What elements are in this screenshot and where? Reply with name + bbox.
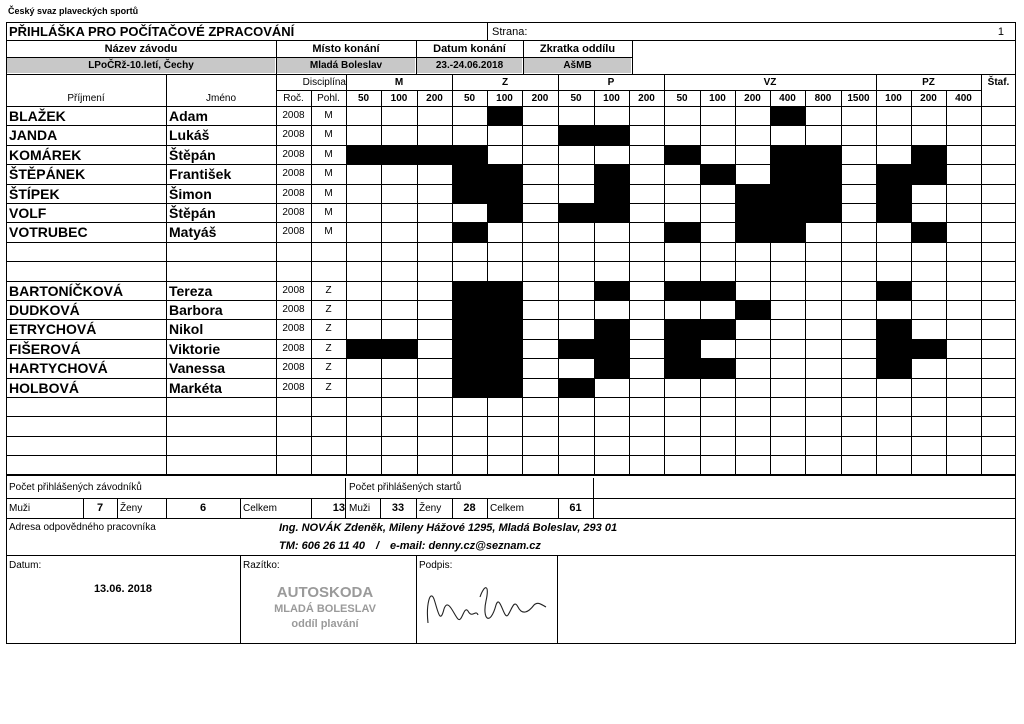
entry-mark xyxy=(594,339,629,359)
entry-mark xyxy=(417,145,452,165)
contact-phone: TM: 606 26 11 40 xyxy=(279,540,366,552)
entry-mark xyxy=(876,203,911,223)
entry-mark xyxy=(805,203,841,223)
discipline-header: Disciplína xyxy=(302,77,346,88)
stamp-label: Razítko: xyxy=(243,560,280,571)
entry-mark xyxy=(558,125,594,145)
swimmers-women-value: 6 xyxy=(199,502,207,514)
swimmer-firstname: Štěpán xyxy=(169,205,216,221)
distance-label: 50 xyxy=(676,93,688,104)
rule-v xyxy=(117,498,118,518)
distance-label: 100 xyxy=(885,93,902,104)
rule-h xyxy=(6,145,1016,146)
swimmer-sex: M xyxy=(324,149,333,160)
rule-v xyxy=(452,75,453,474)
swimmer-firstname: Šimon xyxy=(169,186,212,202)
swimmer-year: 2008 xyxy=(282,149,305,160)
entry-mark xyxy=(735,203,770,223)
swimmer-year: 2008 xyxy=(282,207,305,218)
total-label: Celkem xyxy=(243,503,277,514)
swimmer-firstname: Tereza xyxy=(169,283,213,299)
rule-h xyxy=(6,74,1016,75)
date-label: Datum konání xyxy=(433,43,506,55)
distance-label: 200 xyxy=(426,93,443,104)
rule-h xyxy=(6,125,1016,126)
swimmer-firstname: Viktorie xyxy=(169,341,221,357)
entry-mark xyxy=(487,319,522,339)
entry-mark xyxy=(664,145,700,165)
distance-label: 200 xyxy=(920,93,937,104)
entry-mark xyxy=(911,145,946,165)
swimmer-firstname: Štěpán xyxy=(169,147,216,163)
entry-mark xyxy=(594,164,629,184)
entry-mark xyxy=(876,319,911,339)
starts-count-label: Počet přihlášených startů xyxy=(349,482,462,493)
event-name-value: LPoČRž-10.letí, Čechy xyxy=(88,60,194,71)
distance-label: 800 xyxy=(814,93,832,104)
entry-mark xyxy=(487,281,522,301)
entry-mark xyxy=(664,281,700,301)
sex-header: Pohl. xyxy=(317,93,340,104)
venue-value: Mladá Boleslav xyxy=(309,60,383,71)
rule-v xyxy=(487,22,488,40)
rule-h xyxy=(6,475,1016,476)
entry-mark xyxy=(452,378,487,398)
entry-mark xyxy=(452,222,487,242)
swimmer-firstname: Nikol xyxy=(169,321,204,337)
entry-mark xyxy=(487,339,522,359)
swimmer-firstname: Vanessa xyxy=(169,360,226,376)
swimmer-surname: FIŠEROVÁ xyxy=(9,341,81,357)
entry-mark xyxy=(487,300,522,320)
date-value: 23.-24.06.2018 xyxy=(435,60,504,71)
date-label: Datum: xyxy=(9,560,42,571)
entry-mark xyxy=(452,145,487,165)
rule-v xyxy=(593,478,594,518)
stamp-line-2: MLADÁ BOLESLAV xyxy=(274,603,376,615)
distance-label: 400 xyxy=(955,93,972,104)
entry-mark xyxy=(876,339,911,359)
stamp-line-3: oddíl plavání xyxy=(291,618,359,630)
signature-label: Podpis: xyxy=(419,560,453,571)
entry-mark xyxy=(664,358,700,378)
starts-men-value: 33 xyxy=(391,502,405,514)
rule-h xyxy=(6,397,1016,398)
entry-mark xyxy=(735,300,770,320)
swimmer-firstname: Barbora xyxy=(169,302,223,318)
swimmers-men-value: 7 xyxy=(96,502,104,514)
rule-v xyxy=(632,40,633,74)
entry-mark xyxy=(805,184,841,204)
rule-v xyxy=(345,478,346,518)
swimmer-surname: KOMÁREK xyxy=(9,147,82,163)
entry-mark xyxy=(700,358,735,378)
firstname-header: Jméno xyxy=(205,93,236,104)
swimmer-surname: ŠTÍPEK xyxy=(9,186,60,202)
rule-h xyxy=(6,455,1016,456)
club-value: AšMB xyxy=(563,60,592,71)
distance-label: 200 xyxy=(744,93,761,104)
rule-v xyxy=(487,498,488,518)
entry-mark xyxy=(594,319,629,339)
form-title: PŘIHLÁŠKA PRO POČÍTAČOVÉ ZPRACOVÁNÍ xyxy=(9,24,295,39)
swimmer-surname: ETRYCHOVÁ xyxy=(9,321,97,337)
rule-v xyxy=(346,75,347,474)
rule-h xyxy=(6,222,1016,223)
distance-label: 50 xyxy=(357,93,370,104)
contact-address: Ing. NOVÁK Zdeněk, Mileny Hážové 1295, Mladá Boleslav, 293 01 xyxy=(279,522,618,534)
entry-mark xyxy=(594,125,629,145)
entry-mark xyxy=(452,300,487,320)
entry-mark xyxy=(664,319,700,339)
swimmer-sex: M xyxy=(324,129,333,140)
entry-mark xyxy=(770,203,805,223)
entry-mark xyxy=(452,319,487,339)
discipline-m: M xyxy=(394,77,404,88)
distance-label: 100 xyxy=(390,93,408,104)
men-label: Muži xyxy=(9,503,31,514)
entry-mark xyxy=(487,203,522,223)
entry-mark xyxy=(381,145,417,165)
rule-h xyxy=(6,498,1016,499)
rule-h xyxy=(6,518,1016,519)
entry-mark xyxy=(876,358,911,378)
rule-v xyxy=(876,75,877,474)
distance-label: 50 xyxy=(463,93,476,104)
swimmer-sex: M xyxy=(324,168,333,179)
distance-label: 400 xyxy=(779,93,796,104)
entry-mark xyxy=(911,222,946,242)
distance-label: 100 xyxy=(496,93,513,104)
rule-h xyxy=(6,555,1016,556)
entry-mark xyxy=(876,281,911,301)
rule-h xyxy=(6,261,1016,262)
swimmer-firstname: Matyáš xyxy=(169,224,217,240)
distance-label: 200 xyxy=(531,93,549,104)
entry-mark xyxy=(770,164,805,184)
swimmer-surname: HARTYCHOVÁ xyxy=(9,360,108,376)
entry-mark xyxy=(594,184,629,204)
year-header: Roč. xyxy=(283,93,304,104)
rule-v xyxy=(981,75,982,474)
entry-mark xyxy=(911,339,946,359)
rule-h xyxy=(6,436,1016,437)
entry-mark xyxy=(735,222,770,242)
swimmer-year: 2008 xyxy=(282,188,305,199)
entry-mark xyxy=(558,203,594,223)
contact-separator: / xyxy=(376,540,380,552)
contact-label: Adresa odpovědného pracovníka xyxy=(9,522,156,533)
date-value: 13.06. 2018 xyxy=(93,583,153,595)
entry-mark xyxy=(700,164,735,184)
swimmer-firstname: Adam xyxy=(169,108,208,124)
entry-mark xyxy=(594,358,629,378)
entry-mark xyxy=(770,184,805,204)
entry-mark xyxy=(700,281,735,301)
swimmer-surname: BARTONÍČKOVÁ xyxy=(9,283,124,299)
swimmer-firstname: František xyxy=(169,166,232,182)
entry-mark xyxy=(911,164,946,184)
entry-mark xyxy=(770,106,805,126)
entry-mark xyxy=(452,281,487,301)
contact-email: e-mail: denny.cz@seznam.cz xyxy=(390,540,541,552)
entry-mark xyxy=(700,319,735,339)
entry-mark xyxy=(487,106,522,126)
swimmer-sex: Z xyxy=(325,304,332,315)
swimmer-year: 2008 xyxy=(282,285,305,296)
entry-mark xyxy=(805,164,841,184)
venue-label: Místo konání xyxy=(312,43,380,55)
rule-v xyxy=(240,498,241,518)
entry-mark xyxy=(381,339,417,359)
men-label: Muži xyxy=(349,503,371,514)
swimmer-year: 2008 xyxy=(282,323,305,334)
entry-mark xyxy=(594,281,629,301)
distance-label: 1500 xyxy=(847,93,870,104)
swimmer-year: 2008 xyxy=(282,362,305,373)
signature-image xyxy=(420,575,550,640)
rule-v xyxy=(166,75,167,474)
entry-mark xyxy=(735,184,770,204)
swimmer-surname: HOLBOVÁ xyxy=(9,380,79,396)
women-label: Ženy xyxy=(419,503,442,514)
starts-total-value: 61 xyxy=(569,502,582,514)
entry-mark xyxy=(558,378,594,398)
entry-mark xyxy=(487,184,522,204)
surname-header: Příjmení xyxy=(67,93,105,104)
rule-h xyxy=(6,242,1016,243)
discipline-p: P xyxy=(607,77,615,88)
swimmer-year: 2008 xyxy=(282,304,305,315)
entry-mark xyxy=(664,339,700,359)
swimmer-year: 2008 xyxy=(282,129,305,140)
event-name-label: Název závodu xyxy=(104,43,178,55)
swimmer-surname: ŠTĚPÁNEK xyxy=(9,166,86,182)
entry-mark xyxy=(487,358,522,378)
distance-label: 200 xyxy=(638,93,655,104)
swimmer-surname: DUDKOVÁ xyxy=(9,302,80,318)
swimmer-surname: VOTRUBEC xyxy=(9,224,88,240)
swimmers-count-label: Počet přihlášených závodníků xyxy=(9,482,142,493)
swimmer-year: 2008 xyxy=(282,110,305,121)
entry-mark xyxy=(876,164,911,184)
swimmer-sex: M xyxy=(324,226,333,237)
rule-v xyxy=(557,555,558,644)
relay-header: Štaf. xyxy=(987,77,1010,88)
club-label: Zkratka oddílu xyxy=(539,43,616,55)
entry-mark xyxy=(346,339,381,359)
rule-h xyxy=(6,40,1016,41)
rule-v xyxy=(664,75,665,474)
entry-mark xyxy=(346,145,381,165)
swimmer-sex: M xyxy=(324,110,333,121)
entry-mark xyxy=(487,378,522,398)
stamp-line-1: AUTOSKODA xyxy=(276,584,374,601)
swimmer-sex: M xyxy=(324,188,333,199)
swimmer-sex: Z xyxy=(325,285,332,296)
page-label: Strana: xyxy=(492,26,528,38)
swimmer-year: 2008 xyxy=(282,226,305,237)
distance-label: 50 xyxy=(570,93,582,104)
swimmer-year: 2008 xyxy=(282,343,305,354)
rule-v xyxy=(416,555,417,644)
discipline-pz: PZ xyxy=(922,77,935,88)
entry-mark xyxy=(558,339,594,359)
swimmer-sex: Z xyxy=(325,343,332,354)
rule-v xyxy=(416,498,417,518)
entry-mark xyxy=(664,222,700,242)
entry-mark xyxy=(452,358,487,378)
swimmer-surname: BLAŽEK xyxy=(9,108,66,124)
distance-label: 100 xyxy=(603,93,620,104)
swimmer-sex: Z xyxy=(325,362,332,373)
entry-mark xyxy=(487,164,522,184)
rule-h xyxy=(6,474,1016,475)
entry-mark xyxy=(452,164,487,184)
entry-mark xyxy=(805,145,841,165)
entry-mark xyxy=(594,203,629,223)
entry-mark xyxy=(770,222,805,242)
entry-mark xyxy=(876,184,911,204)
swimmer-year: 2008 xyxy=(282,168,305,179)
total-label: Celkem xyxy=(490,503,524,514)
discipline-z: Z xyxy=(501,77,509,88)
swimmer-firstname: Markéta xyxy=(169,380,222,396)
organization-name: Český svaz plaveckých sportů xyxy=(8,6,139,16)
starts-women-value: 28 xyxy=(463,502,476,514)
swimmer-sex: M xyxy=(324,207,333,218)
swimmer-surname: JANDA xyxy=(9,127,58,143)
page-number: 1 xyxy=(997,26,1004,38)
swimmer-firstname: Lukáš xyxy=(169,127,210,143)
entry-mark xyxy=(452,339,487,359)
rule-h xyxy=(6,416,1016,417)
entry-mark xyxy=(452,184,487,204)
distance-label: 100 xyxy=(709,93,726,104)
swimmer-surname: VOLF xyxy=(9,205,47,221)
swimmer-year: 2008 xyxy=(282,382,305,393)
women-label: Ženy xyxy=(120,503,143,514)
swimmer-sex: Z xyxy=(325,323,332,334)
swimmers-total-value: 13 xyxy=(332,502,345,514)
swimmer-sex: Z xyxy=(325,382,332,393)
discipline-vz: VZ xyxy=(763,77,777,88)
entry-mark xyxy=(770,145,805,165)
